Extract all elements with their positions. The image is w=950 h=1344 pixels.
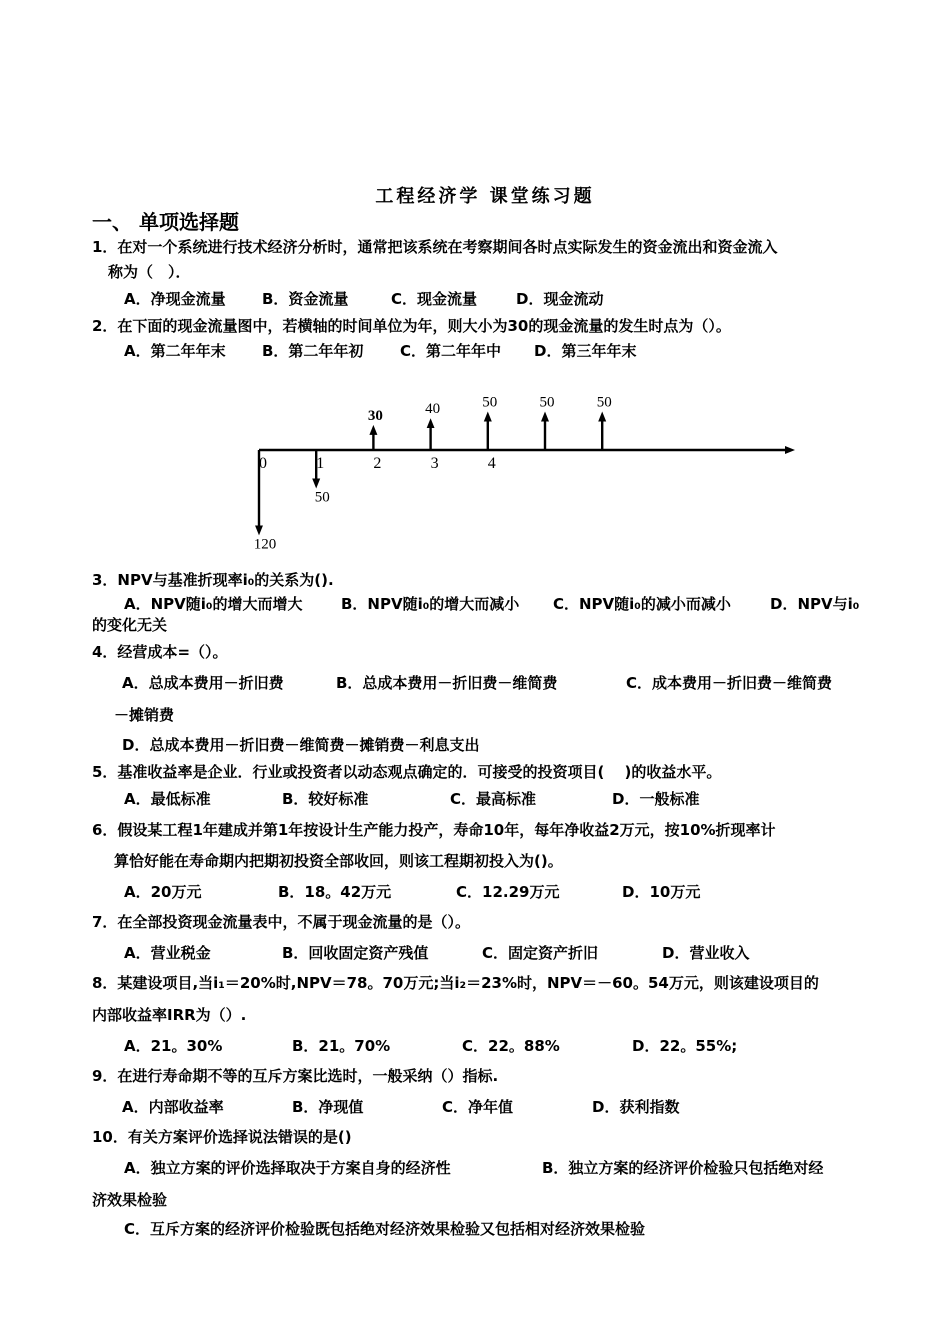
- cash-flow-diagram: [0, 0, 950, 560]
- q5-option-a: A．最低标准: [124, 790, 211, 808]
- document-title: 工程经济学 课堂练习题: [375, 186, 595, 207]
- q2-option-d: D．第三年年末: [534, 342, 637, 360]
- q4-option-c: C．成本费用－折旧费－维简费: [626, 674, 833, 692]
- q5-option-d: D．一般标准: [612, 790, 700, 808]
- q4-option-b: B．总成本费用－折旧费－维简费: [336, 674, 558, 692]
- question-6-stem: 6．假设某工程1年建成并第1年按设计生产能力投产，寿命10年，每年净收益2万元，按10%折现率计: [92, 821, 776, 839]
- cash-flow-label: 120: [253, 536, 277, 553]
- q3-option-d: D．NPV与i₀: [770, 595, 860, 613]
- cash-flow-label: 30: [367, 407, 383, 424]
- q10-option-a: A．独立方案的评价选择取决于方案自身的经济性: [124, 1159, 451, 1177]
- q7-option-a: A．营业税金: [124, 944, 211, 962]
- q3-option-b: B．NPV随i₀的增大而减小: [341, 595, 520, 613]
- q3-option-a: A．NPV随i₀的增大而增大: [124, 595, 303, 613]
- q9-option-b: B．净现值: [292, 1098, 364, 1116]
- question-8-stem: 8．某建设项目,当i₁＝20%时,NPV＝78。70万元;当i₂＝23%时，NPV＝－60。54万元，则该建设项目的: [92, 974, 819, 992]
- question-1-stem-cont: 称为（ ）．: [108, 263, 191, 281]
- q5-option-c: C．最高标准: [450, 790, 537, 808]
- q1-option-d: D．现金流动: [516, 290, 604, 308]
- section-heading: 一、 单项选择题: [92, 210, 239, 234]
- axis-tick-label: 3: [430, 455, 439, 472]
- q9-option-c: C．净年值: [442, 1098, 514, 1116]
- q4-option-a: A．总成本费用－折旧费: [122, 674, 284, 692]
- q2-option-c: C．第二年年中: [400, 342, 502, 360]
- q6-option-d: D．10万元: [622, 883, 701, 901]
- question-7-stem: 7．在全部投资现金流量表中，不属于现金流量的是（）。: [92, 913, 470, 931]
- q4-option-d: D．总成本费用－折旧费－维简费－摊销费－利息支出: [122, 736, 480, 754]
- q5-option-b: B．较好标准: [282, 790, 369, 808]
- axis-tick-label: 0: [259, 455, 267, 472]
- q9-option-a: A．内部收益率: [122, 1098, 224, 1116]
- q2-option-b: B．第二年年初: [262, 342, 364, 360]
- question-1-stem: 1．在对一个系统进行技术经济分析时，通常把该系统在考察期间各时点实际发生的资金流出和资金流入: [92, 238, 778, 256]
- cash-flow-label: 50: [596, 394, 612, 411]
- q8-option-a: A．21。30%: [124, 1037, 223, 1055]
- q1-option-b: B．资金流量: [262, 290, 349, 308]
- q7-option-d: D．营业收入: [662, 944, 750, 962]
- q8-option-b: B．21。70%: [292, 1037, 391, 1055]
- q10-option-c: C．互斥方案的经济评价检验既包括绝对经济效果检验又包括相对经济效果检验: [124, 1220, 646, 1238]
- cash-flow-label: 50: [482, 394, 498, 411]
- axis-tick-label: 2: [373, 455, 382, 472]
- question-9-stem: 9．在进行寿命期不等的互斥方案比选时，一般采纳（）指标.: [92, 1067, 499, 1085]
- q8-option-d: D．22。55%;: [632, 1037, 738, 1055]
- q1-option-c: C．现金流量: [391, 290, 478, 308]
- axis-tick-label: 1: [316, 455, 325, 472]
- question-6-stem-cont: 算恰好能在寿命期内把期初投资全部收回，则该工程期初投入为()。: [114, 852, 563, 870]
- q8-option-c: C．22。88%: [462, 1037, 560, 1055]
- question-4-options-cont: －摊销费: [114, 706, 175, 724]
- q6-option-a: A．20万元: [124, 883, 202, 901]
- question-10-options-cont: 济效果检验: [92, 1191, 168, 1209]
- q7-option-c: C．固定资产折旧: [482, 944, 599, 962]
- cash-flow-label: 50: [539, 394, 555, 411]
- q3-option-c: C．NPV随i₀的减小而减小: [553, 595, 731, 613]
- q2-option-a: A．第二年年末: [124, 342, 226, 360]
- q1-option-a: A．净现金流量: [124, 290, 226, 308]
- q7-option-b: B．回收固定资产残值: [282, 944, 429, 962]
- question-5-stem: 5．基准收益率是企业．行业或投资者以动态观点确定的．可接受的投资项目( )的收益水平。: [92, 763, 722, 781]
- axis-tick-label: 4: [487, 455, 496, 472]
- question-2-stem: 2．在下面的现金流量图中，若横轴的时间单位为年，则大小为30的现金流量的发生时点为（）。: [92, 317, 731, 335]
- question-10-stem: 10．有关方案评价选择说法错误的是(): [92, 1128, 352, 1146]
- cash-flow-label: 50: [314, 489, 330, 506]
- q10-option-b: B．独立方案的经济评价检验只包括绝对经: [542, 1159, 824, 1177]
- question-4-stem: 4．经营成本=（）。: [92, 643, 228, 661]
- cash-flow-label: 40: [425, 401, 441, 418]
- question-3-options-cont: 的变化无关: [92, 616, 168, 634]
- q6-option-b: B．18。42万元: [278, 883, 392, 901]
- q6-option-c: C．12.29万元: [456, 883, 560, 901]
- question-3-stem: 3．NPV与基准折现率i₀的关系为().: [92, 571, 334, 589]
- question-8-stem-cont: 内部收益率IRR为（）.: [92, 1006, 247, 1024]
- q9-option-d: D．获利指数: [592, 1098, 680, 1116]
